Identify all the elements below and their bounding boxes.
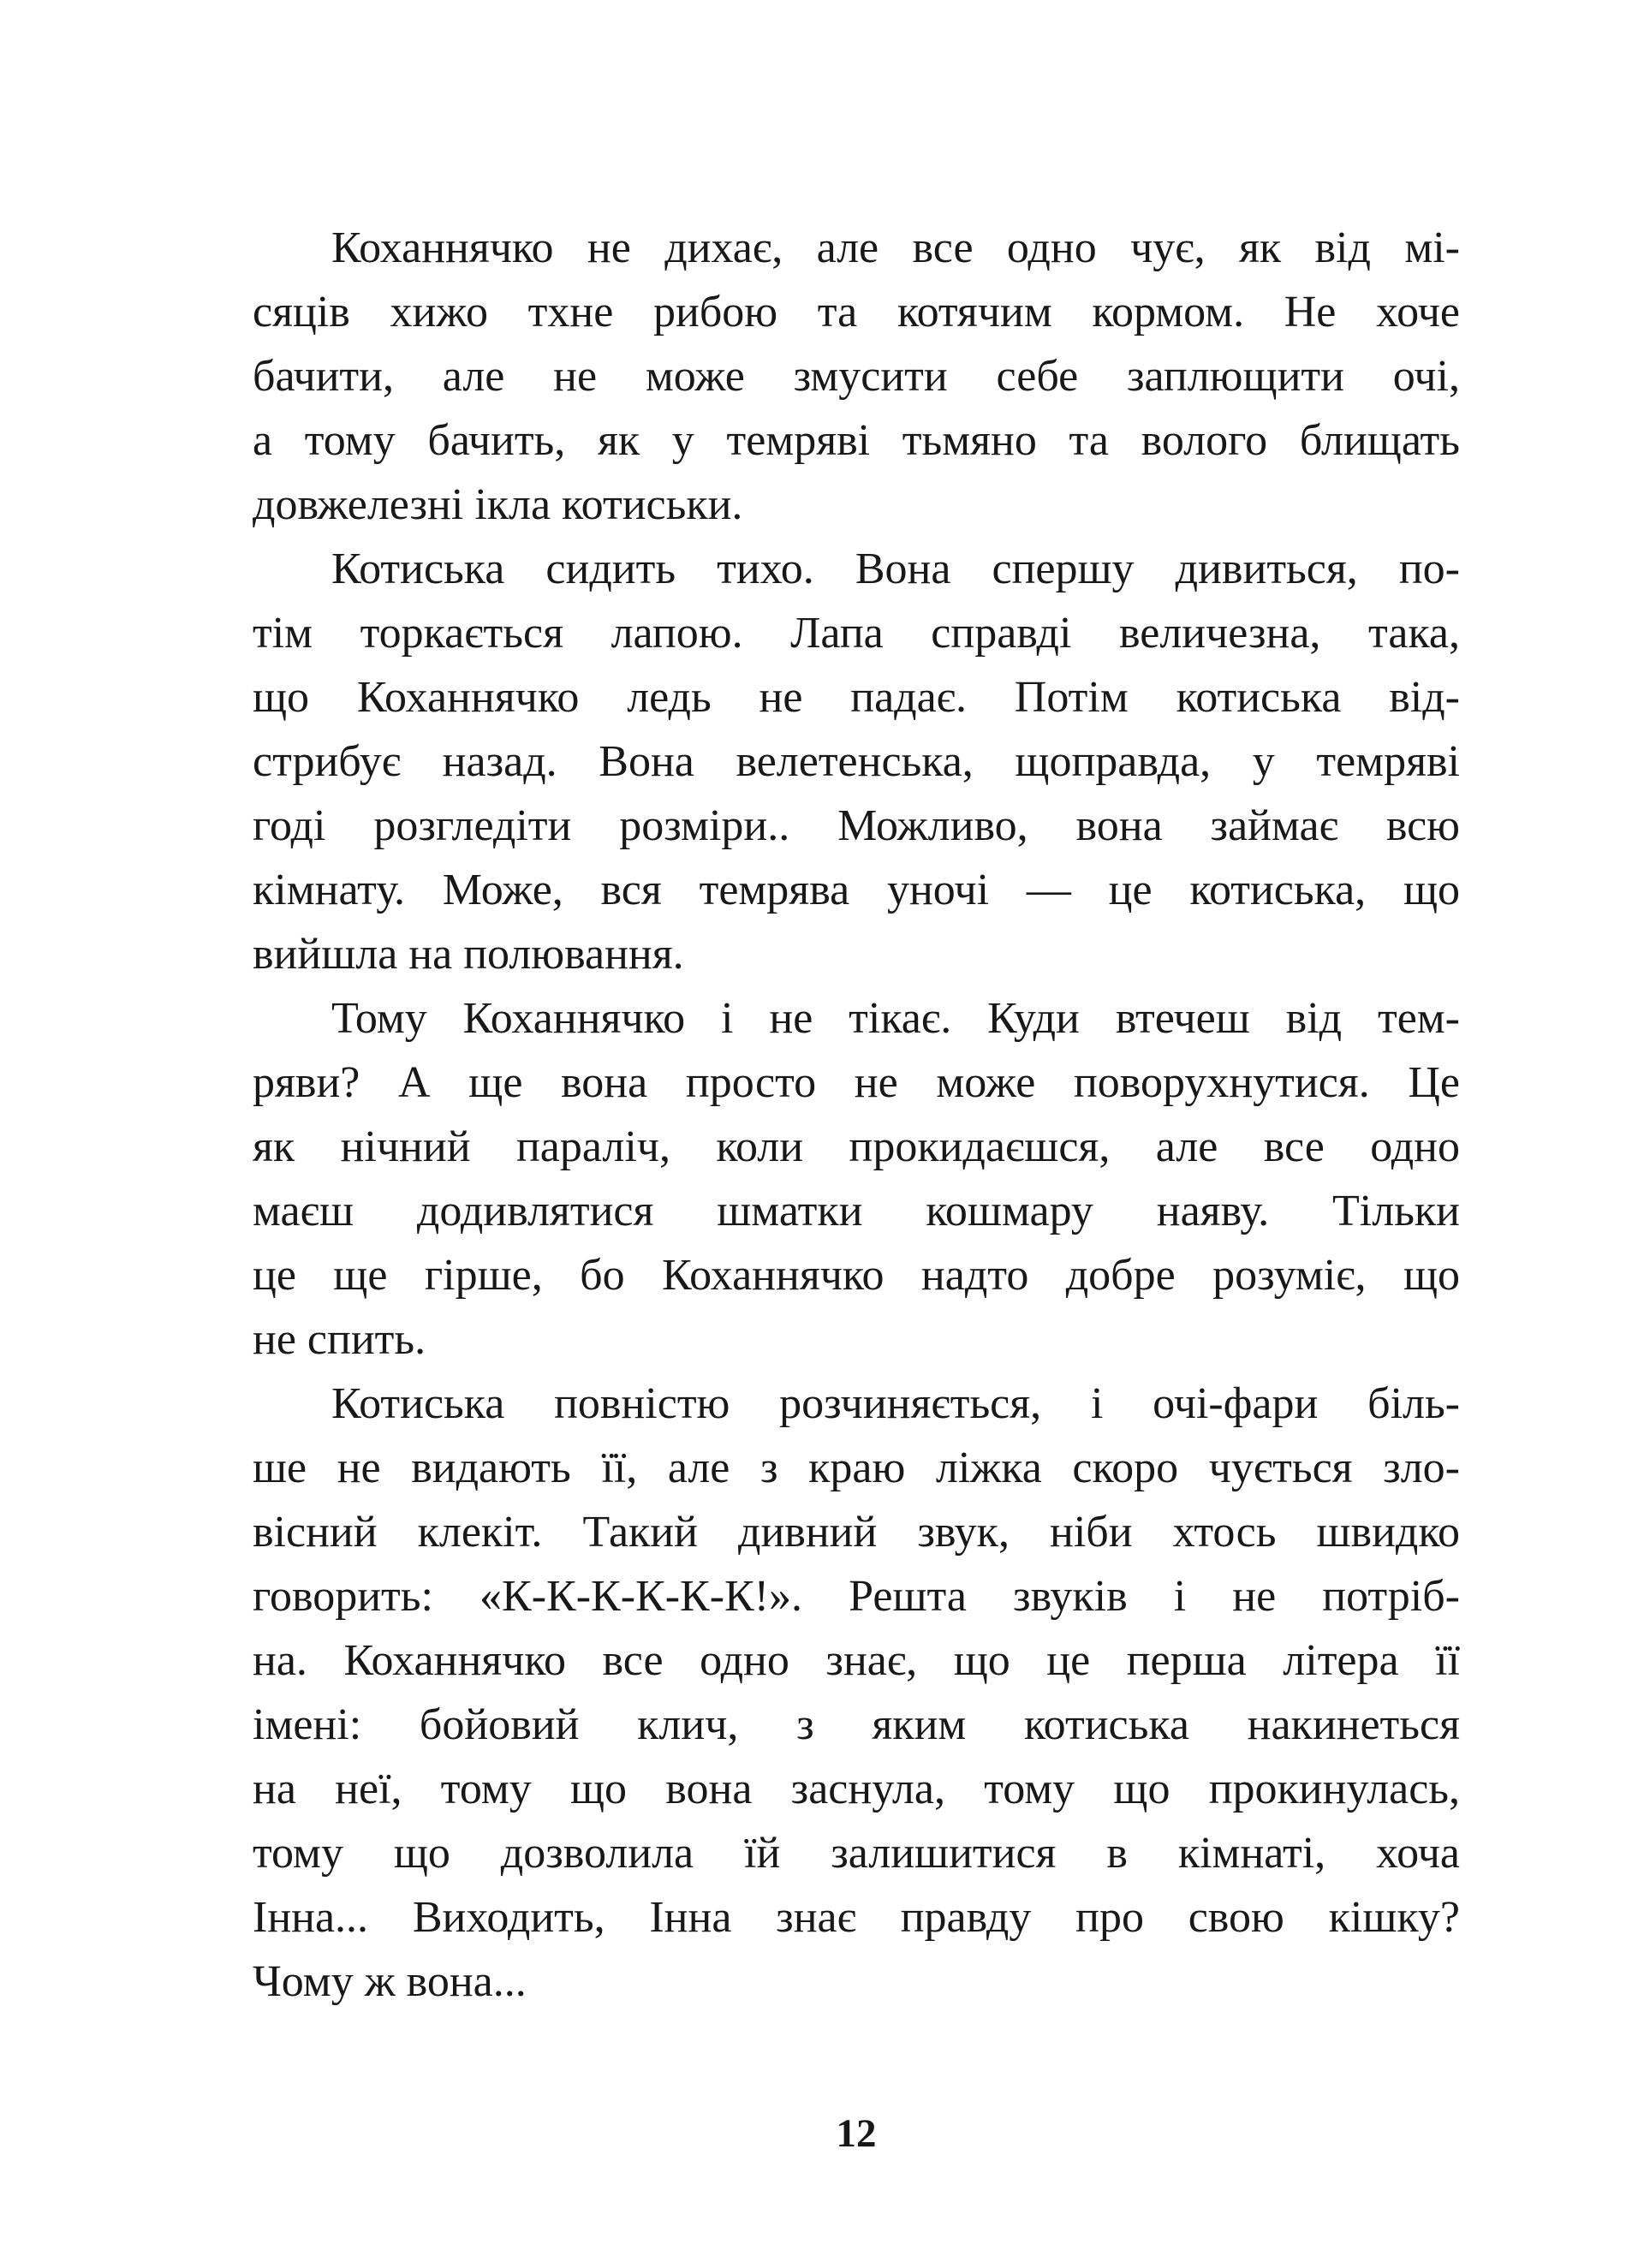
text-line: Тому Коханнячко і не тікає. Куди втечеш від тем- xyxy=(331,994,1460,1043)
paragraph xyxy=(253,1372,1460,2014)
paragraph xyxy=(253,216,1460,537)
text-line: маєш додивлятися шматки кошмару наяву. Тільки xyxy=(253,1187,1460,1235)
text-line: імені: бойовий клич, з яким котиська накинеться xyxy=(253,1700,1460,1749)
text-line: що Коханнячко ледь не падає. Потім котиська від- xyxy=(253,673,1460,722)
text-line: бачити, але не може змусити себе заплющити очі, xyxy=(253,352,1460,401)
text-line: Інна... Виходить, Інна знає правду про свою кішку? xyxy=(253,1893,1460,1942)
text-line: це ще гірше, бо Коханнячко надто добре розуміє, що xyxy=(253,1251,1460,1300)
text-line: на. Коханнячко все одно знає, що це перша літера її xyxy=(253,1636,1460,1685)
text-line: сяців хижо тхне рибою та котячим кормом. Не хоче xyxy=(253,288,1460,336)
text-line: годі розгледіти розміри.. Можливо, вона займає всю xyxy=(253,801,1460,850)
text-line: кімнату. Може, вся темрява уночі — це котиська, що xyxy=(253,866,1460,914)
text-line: довжелезні ікла котиськи. xyxy=(253,480,743,529)
text-line: ряви? А ще вона просто не може поворухнутися. Це xyxy=(253,1058,1460,1107)
body-text xyxy=(253,216,1460,2014)
text-line: вийшла на полювання. xyxy=(253,930,684,979)
text-line: на неї, тому що вона заснула, тому що прокинулась, xyxy=(253,1765,1460,1813)
text-line: Чому ж вона... xyxy=(253,1957,527,2006)
text-line: Котиська сидить тихо. Вона спершу дивиться, по- xyxy=(331,545,1460,593)
text-line: стрибує назад. Вона велетенська, щоправда, у темряві xyxy=(253,737,1460,786)
text-line: ше не видають її, але з краю ліжка скоро чується зло- xyxy=(253,1444,1460,1492)
text-line: вісний клекіт. Такий дивний звук, ніби хтось швидко xyxy=(253,1508,1460,1557)
text-line: тому що дозволила їй залишитися в кімнаті, хоча xyxy=(253,1829,1460,1878)
text-line: а тому бачить, як у темряві тьмяно та волого блищать xyxy=(253,416,1460,465)
text-line: тім торкається лапою. Лапа справді величезна, така, xyxy=(253,609,1460,658)
text-line: Коханнячко не дихає, але все одно чує, як від мі- xyxy=(331,223,1460,272)
text-line: говорить: «К-К-К-К-К-К!». Решта звуків і не потріб- xyxy=(253,1572,1460,1621)
text-line: не спить. xyxy=(253,1315,426,1364)
text-line: як нічний параліч, коли прокидаєшся, але все одно xyxy=(253,1122,1460,1171)
paragraph xyxy=(253,986,1460,1372)
text-line: Котиська повністю розчиняється, і очі-фари біль- xyxy=(331,1379,1460,1428)
page-number: 12 xyxy=(836,2111,877,2156)
paragraph xyxy=(253,537,1460,986)
